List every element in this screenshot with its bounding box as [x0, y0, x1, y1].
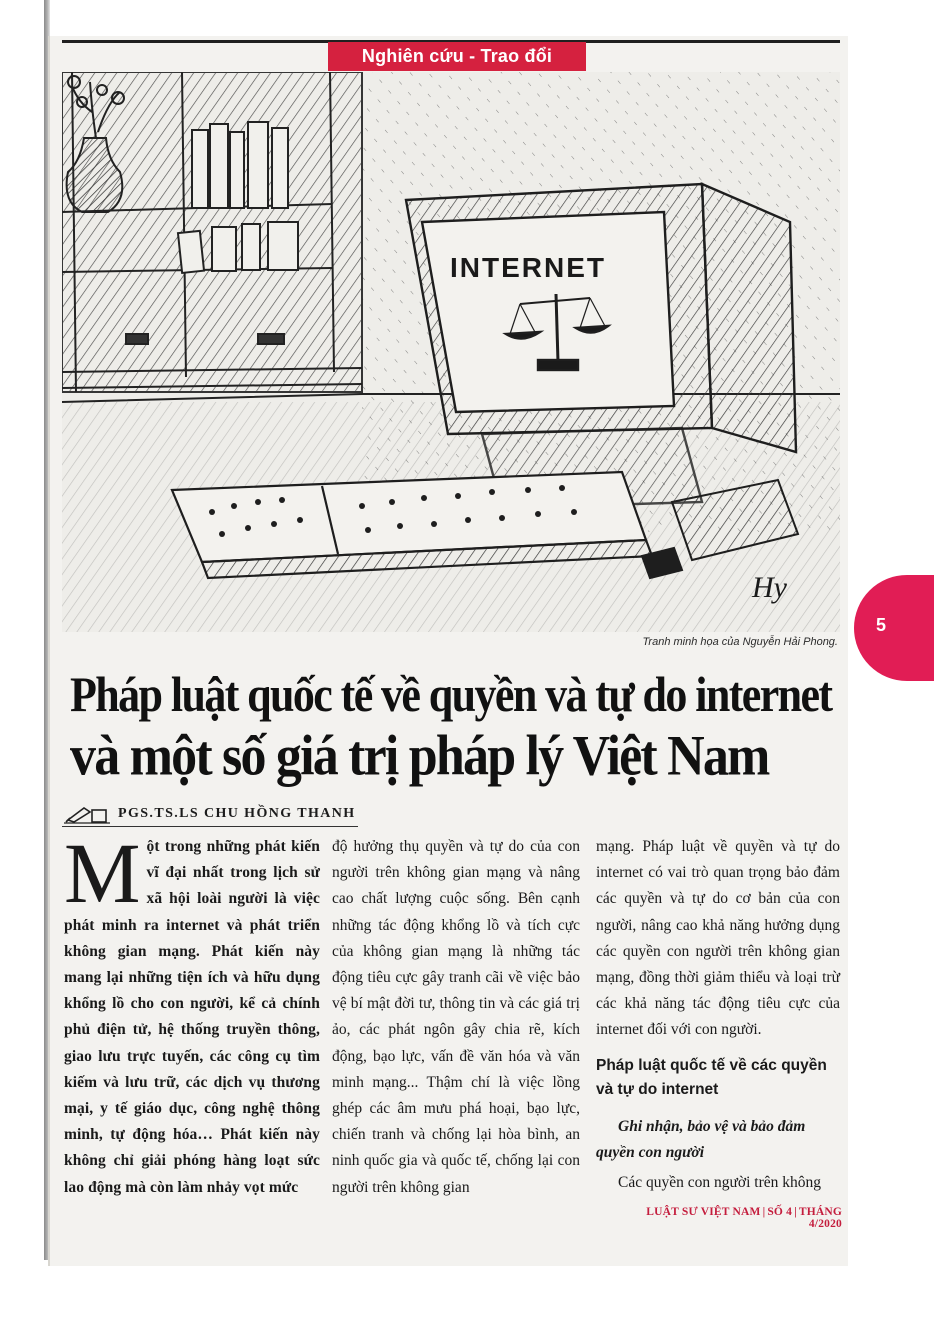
paragraph-start: Các quyền con người trên không — [618, 1174, 821, 1192]
issue-number: SỐ 4 — [767, 1206, 793, 1218]
page-footer: LUẬT SƯ VIỆT NAM | SỐ 4 | THÁNG 4/2020 — [646, 1206, 842, 1230]
headline-line-1: Pháp luật quốc tế về quyền và tự do internet — [70, 667, 832, 723]
paragraph-continued: độ hưởng thụ quyền và tự do của con người trên không gian mạng và nâng cao chất lượng cuộc sống. Bên cạnh những tác động khổng lồ và tích cực của không gian mạng là những tác động tiêu cực gây tranh cãi về việc bảo vệ bí mật đời tư, thông tin và các giá trị ảo, các phát ngôn gây chia rẽ, kích động, bạo lực, vấn đề văn hóa và văn minh mạng... Thậm chí là việc lồng ghép các âm mưu phá hoại, bạo lực, chiến tranh và chống lại hòa bình, an ninh quốc gia và quốc tế, chống lại con người trên không gian — [332, 838, 580, 1196]
author-name: PGS.TS.LS CHU HỒNG THANH — [118, 806, 356, 821]
internet-law-sketch — [62, 72, 840, 632]
artist-signature: Hy — [752, 571, 787, 604]
paragraph-continued-2: mạng. Pháp luật về quyền và tự do internet có vai trò quan trọng bảo đảm các quyền và tự do cơ bản của con người, nâng cao khả năng hưởng dụng các quyền con người trên không gian mạng, đồng thời giảm thiểu và loại trừ các khả năng tác động tiêu cực của internet đối với con người. — [596, 838, 840, 1039]
drop-cap: M — [64, 825, 141, 921]
screen-label: INTERNET — [450, 252, 606, 283]
bookshelf — [62, 72, 362, 392]
section-tag: Nghiên cứu - Trao đổi — [328, 42, 586, 71]
section-subheading: Pháp luật quốc tế về các quyền và tự do internet — [596, 1056, 827, 1098]
illustration-caption: Tranh minh họa của Nguyễn Hải Phong. — [642, 636, 838, 648]
illustration — [62, 72, 840, 632]
issue-date: THÁNG 4/2020 — [798, 1206, 842, 1230]
publication-name: LUẬT SƯ VIỆT NAM — [646, 1206, 761, 1218]
body-column-3 — [596, 834, 840, 1196]
body-column-1 — [64, 825, 320, 1201]
pen-icon — [64, 804, 114, 824]
headline — [70, 664, 840, 788]
section-subsubheading: Ghi nhận, bảo vệ và bảo đảm quyền con người — [596, 1117, 806, 1161]
headline-line-2: và một số giá trị pháp lý Việt Nam — [70, 725, 769, 788]
page-number: 5 — [876, 615, 887, 635]
lead-paragraph: ột trong những phát kiến vĩ đại nhất trong lịch sử xã hội loài người là việc phát minh ra internet và phát triển không gian mạng. Phát kiến này mang lại những tiện ích và hữu dụng khổng lồ cho con người, kể cả chính phủ điện tử, hệ thống truyền thông, giao lưu trực tuyến, các công cụ tìm kiếm và lưu trữ, các dịch vụ thương mại, y tế giáo dục, công nghệ thông minh, tự động hóa… Phát kiến này không chỉ giải phóng hàng loạt sức lao động mà còn làm nhảy vọt mức — [64, 838, 320, 1196]
body-column-2 — [332, 834, 580, 1201]
page-number-tab — [854, 575, 934, 681]
byline — [62, 802, 358, 827]
